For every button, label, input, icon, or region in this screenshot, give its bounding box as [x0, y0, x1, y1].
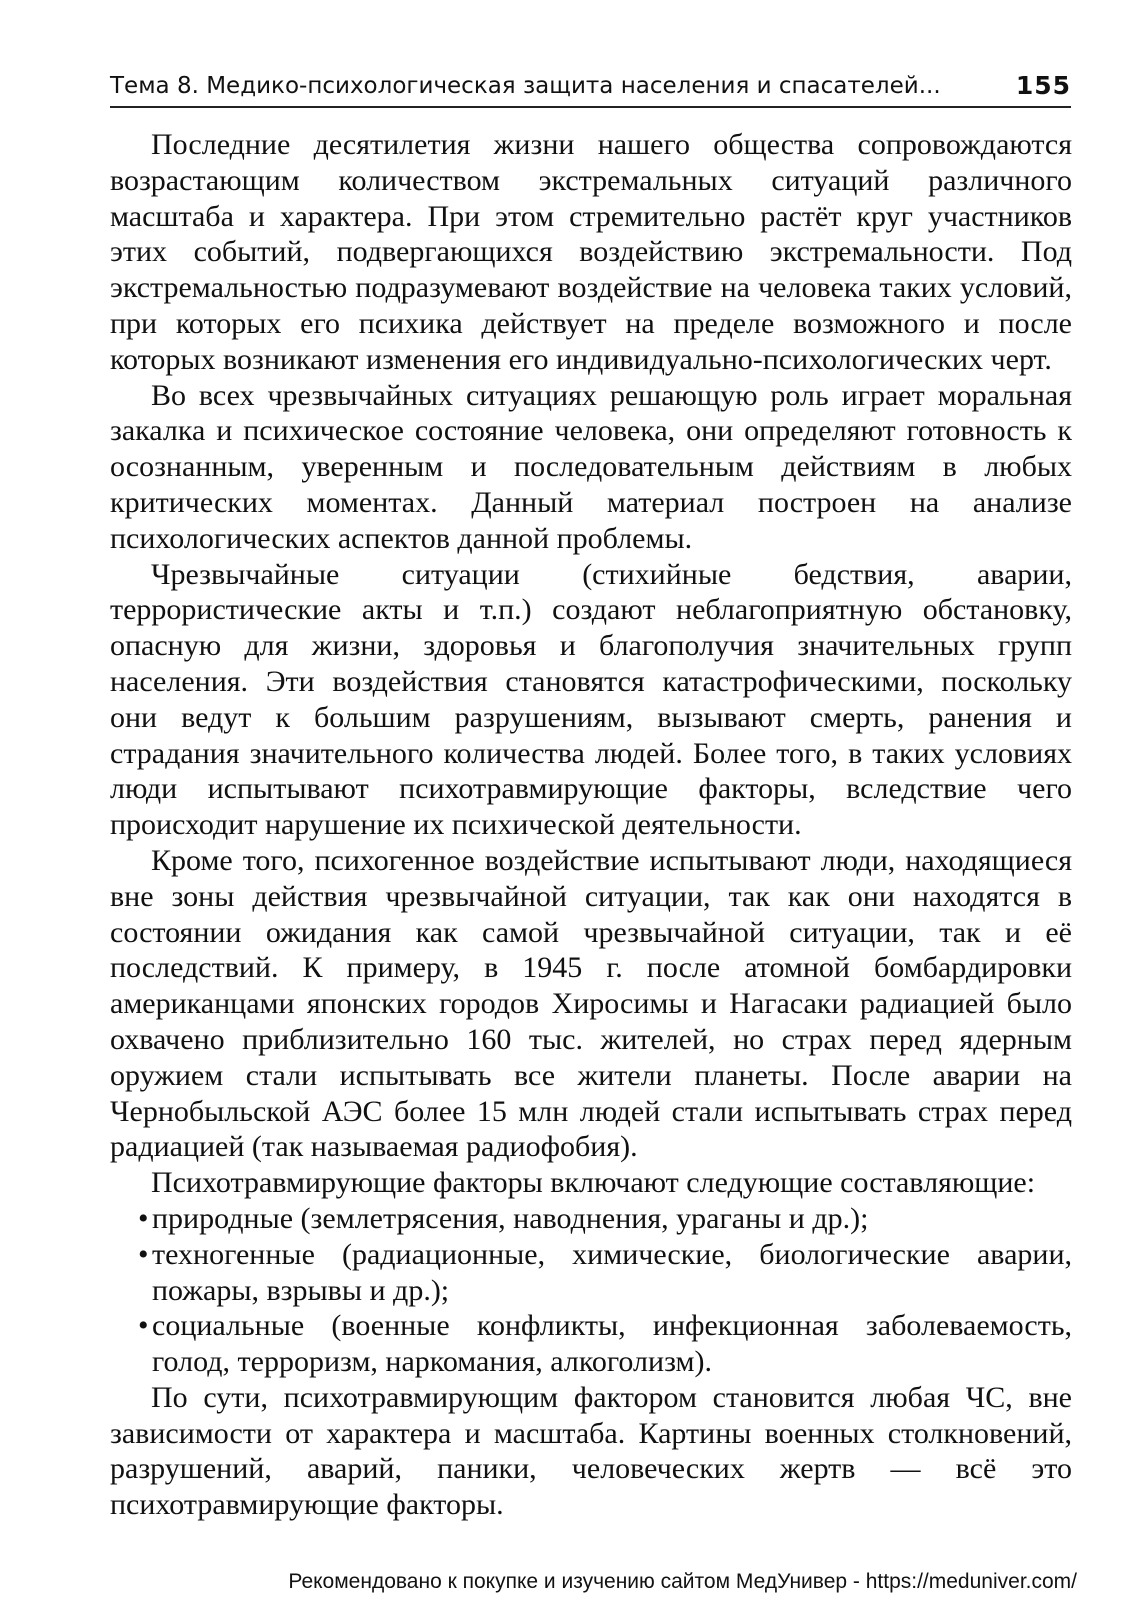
paragraph: Кроме того, психогенное воздействие испытывают люди, находящиеся вне зоны действия чрезвычайной ситуации, так как они находятся в состоянии ожидания как самой чрезвычайной ситуации, так и её последствий. К примеру, в 1945 г. после атомной бомбардировки американцами японских городов Хиросимы и Нагасаки радиацией было охвачено приблизительно 160 тыс. жителей, но страх перед ядерным оружием стали испытывать все жители планеты. После аварии на Чернобыльской АЭС более 15 млн людей стали испытывать страх перед радиацией (так называемая радиофобия). [110, 843, 1072, 1164]
bullet-icon: • [138, 1237, 149, 1271]
running-header [110, 64, 1071, 108]
list-item-text: техногенные (радиационные, химические, биологические аварии, пожары, взрывы и др.); [152, 1237, 1072, 1307]
paragraph: Психотравмирующие факторы включают следующие составляющие: [151, 1166, 1036, 1200]
list-item-text: природные (землетрясения, наводнения, ураганы и др.); [152, 1201, 869, 1235]
list-item [110, 1201, 1072, 1237]
factor-list [110, 1201, 1072, 1380]
paragraph: Чрезвычайные ситуации (стихийные бедствия, аварии, террористические акты и т.п.) создают неблагоприятную обстановку, опасную для жизни, здоровья и благополучия значительных групп населения. Эти воздействия становятся катастрофическими, поскольку они ведут к большим разрушениям, вызывают смерть, ранения и страдания значительного количества людей. Более того, в таких условиях люди испытывают психотравмирующие факторы, вследствие чего происходит нарушение их психической деятельности. [110, 557, 1072, 842]
paragraph: Последние десятилетия жизни нашего общества сопровождаются возрастающим количеством экстремальных ситуаций различного масштаба и характера. При этом стремительно растёт круг участников этих событий, подвергающихся воздействию экстремальности. Под экстремальностью подразумевают воздействие на человека таких условий, при которых его психика действует на пределе возможного и после которых возникают изменения его индивидуально-психологических черт. [110, 128, 1072, 376]
bullet-icon: • [138, 1201, 149, 1235]
list-item-text: социальные (военные конфликты, инфекционная заболеваемость, голод, терроризм, наркомания, алкоголизм). [152, 1309, 1072, 1379]
list-item [110, 1308, 1072, 1380]
bullet-icon: • [138, 1309, 149, 1343]
page-number: 155 [1015, 71, 1071, 100]
footer-recommendation: Рекомендовано к покупке и изучению сайтом МедУнивер - https://meduniver.com/ [288, 1570, 1077, 1593]
list-item [110, 1237, 1072, 1309]
paragraph: Во всех чрезвычайных ситуациях решающую роль играет моральная закалка и психическое состояние человека, они определяют готовность к осознанным, уверенным и последовательным действиям в любых критических моментах. Данный материал построен на анализе психологических аспектов данной проблемы. [110, 378, 1072, 555]
paragraph: По сути, психотравмирующим фактором становится любая ЧС, вне зависимости от характера и масштаба. Картины военных столкновений, разрушений, аварий, паники, человеческих жертв — всё это психотравмирующие факторы. [110, 1380, 1072, 1522]
chapter-title: Тема 8. Медико-психологическая защита населения и спасателей... [110, 73, 941, 99]
page-body [110, 127, 1072, 1523]
